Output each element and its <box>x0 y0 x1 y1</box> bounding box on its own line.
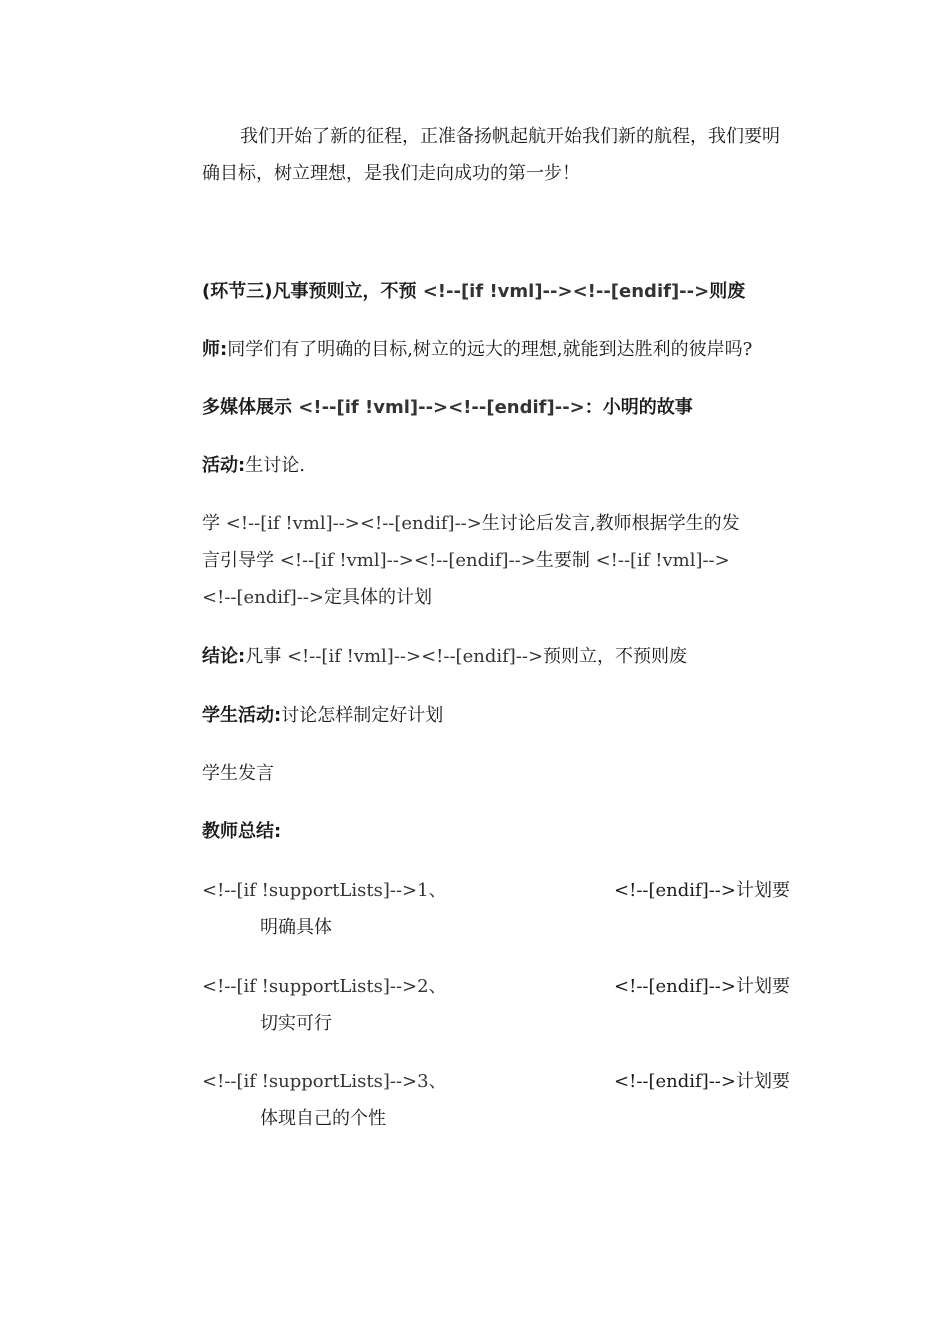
discussion-line-2 <box>202 552 808 570</box>
list-item-2-prefix: <!--[if !supportLists]-->2、 <box>202 976 447 997</box>
multimedia-code2: <!--[endif]--> <box>448 397 585 418</box>
student-activity-label: 学生活动: <box>202 705 282 726</box>
discussion-line-3 <box>202 589 808 607</box>
activity-label: 活动: <box>202 455 246 476</box>
intro-line-2: 确目标，树立理想，是我们走向成功的第一步！ <box>202 163 580 184</box>
list-item-2-text: 切实可行 <box>260 1013 332 1034</box>
conclusion-text-a: 凡事 <box>245 646 287 667</box>
multimedia-line <box>202 399 808 417</box>
conclusion-label: 结论: <box>202 646 246 667</box>
list-item-1-prefix: <!--[if !supportLists]-->1、 <box>202 880 447 901</box>
conclusion-line <box>202 648 808 666</box>
teacher-summary-heading: 教师总结: <box>202 821 282 842</box>
discussion-text-2a: 言引导学 <box>202 550 280 571</box>
discussion-text-3b: 定具体的计划 <box>323 587 432 608</box>
discussion-code-1: <!--[if !vml]--><!--[endif]--> <box>225 513 482 534</box>
intro-line-1: 我们开始了新的征程，正准备扬帆起航开始我们新的航程，我们要明 <box>240 126 780 147</box>
list-item-1-suffix: <!--[endif]-->计划要 <box>614 880 790 901</box>
list-item-3-prefix: <!--[if !supportLists]-->3、 <box>202 1071 447 1092</box>
discussion-line-1 <box>202 515 808 533</box>
list-item-3-suffix: <!--[endif]-->计划要 <box>614 1071 790 1092</box>
section3-title-end: 则废 <box>709 281 746 302</box>
discussion-text-2b: 生要制 <box>535 550 596 571</box>
conclusion-code: <!--[if !vml]--><!--[endif]--> <box>286 646 544 667</box>
discussion-text-1b: 生讨论后发言,教师根据学生的发 <box>481 513 740 534</box>
section3-title-code: <!--[if !vml]--> <box>422 281 573 302</box>
section3-title-code2: <!--[endif]--> <box>572 281 710 302</box>
section3-title <box>202 283 808 301</box>
conclusion-text-b: 预则立，不预则废 <box>543 646 688 667</box>
section3-title-text: (环节三)凡事预则立，不预 <box>202 281 423 302</box>
discussion-code-3: <!--[endif]--> <box>202 587 324 608</box>
list-item-2-suffix: <!--[endif]-->计划要 <box>614 976 790 997</box>
discussion-code-2: <!--[if !vml]--><!--[endif]--> <box>279 550 536 571</box>
activity-line <box>202 457 808 475</box>
multimedia-label: 多媒体展示 <box>202 397 299 418</box>
teacher-question <box>202 341 808 359</box>
teacher-text: 同学们有了明确的目标,树立的远大的理想,就能到达胜利的彼岸吗? <box>227 339 753 360</box>
student-activity-line <box>202 707 808 725</box>
student-activity-text: 讨论怎样制定好计划 <box>281 705 444 726</box>
list-item-3-text: 体现自己的个性 <box>260 1108 386 1129</box>
multimedia-code1: <!--[if !vml]--> <box>298 397 449 418</box>
teacher-label: 师: <box>202 339 228 360</box>
list-item-1-text: 明确具体 <box>260 917 332 938</box>
discussion-code-2b: <!--[if !vml]--> <box>595 550 730 571</box>
student-speak: 学生发言 <box>202 763 274 784</box>
activity-text: 生讨论. <box>245 455 305 476</box>
discussion-text-1a: 学 <box>202 513 226 534</box>
multimedia-text: ：小明的故事 <box>584 397 693 418</box>
